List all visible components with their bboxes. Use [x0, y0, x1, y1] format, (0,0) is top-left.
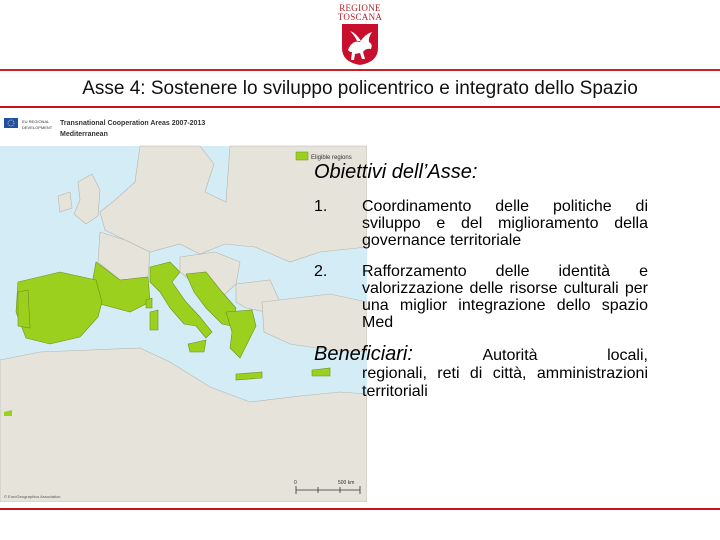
logo-line-2: TOSCANA: [337, 12, 383, 22]
map-header-title: Transnational Cooperation Areas 2007-2013: [60, 120, 206, 127]
objective-text: Rafforzamento delle identità e valorizzazione delle risorse culturali per una miglior integrazione dello spazio Med: [362, 263, 648, 331]
eu-flag-icon: [4, 118, 18, 128]
logo-line-1: REGIONE: [339, 3, 381, 13]
objective-text: Coordinamento delle politiche di sviluppo e del miglioramento della governance territoriale: [362, 198, 648, 249]
beneficiaries-label: Beneficiari:: [314, 343, 413, 365]
legend-label: Eligible regions: [311, 155, 352, 161]
slide-title: Asse 4: Sostenere lo sviluppo policentrico e integrato dello Spazio: [82, 78, 638, 99]
objective-item: [314, 263, 648, 331]
legend-swatch: [296, 152, 308, 160]
pegasus-emblem-icon: [338, 22, 382, 66]
flag-text-1: EU REGIONAL: [22, 119, 50, 124]
map-credit: © EuroGeographics Association: [4, 494, 61, 499]
header-divider: [0, 69, 720, 71]
beneficiaries-second: locali,: [607, 347, 648, 364]
flag-text-2: DEVELOPMENT: [22, 125, 53, 130]
objective-item: [314, 198, 648, 249]
med-cooperation-map: [0, 112, 367, 502]
objective-number: 2.: [314, 263, 328, 280]
scale-start: 0: [294, 480, 297, 486]
scale-end: 500 km: [338, 480, 355, 486]
map-header-subtitle: Mediterranean: [60, 131, 108, 138]
title-divider: [0, 106, 720, 108]
objective-number: 1.: [314, 198, 328, 215]
slide-content: [314, 160, 648, 401]
objectives-heading: Obiettivi dell’Asse:: [314, 161, 478, 183]
beneficiaries-block: [314, 345, 648, 401]
beneficiaries-first: Autorità: [482, 347, 538, 364]
beneficiaries-text: regionali, reti di città, amministrazioni territoriali: [362, 365, 648, 400]
header-bar: [0, 0, 720, 70]
regione-toscana-logo: [332, 4, 388, 66]
footer-divider: [0, 508, 720, 510]
